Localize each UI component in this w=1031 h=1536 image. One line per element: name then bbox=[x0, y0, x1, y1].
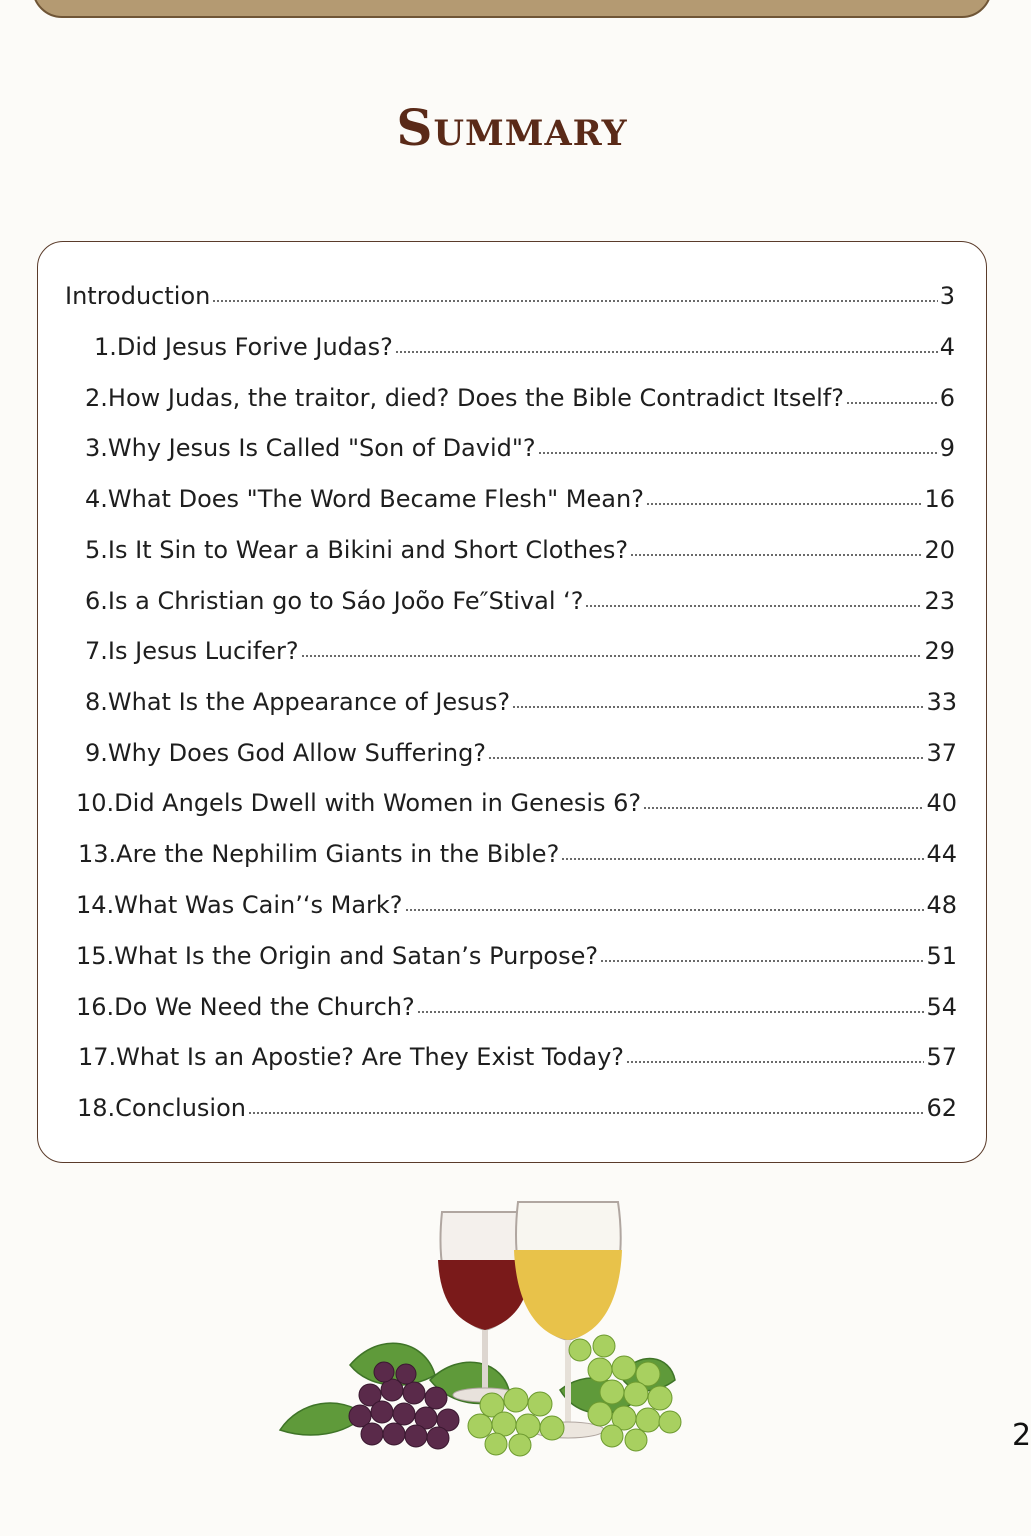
toc-entry[interactable] bbox=[78, 838, 957, 870]
toc-entry[interactable] bbox=[85, 534, 955, 566]
toc-entry-title: Is a Christian go to Sáo Joõo Fe″Stival ‘? bbox=[107, 587, 584, 615]
toc-entry-title: What Was Cain’‘s Mark? bbox=[114, 891, 403, 919]
toc-entry[interactable] bbox=[85, 635, 955, 667]
toc-entry-page: 57 bbox=[926, 1043, 957, 1071]
toc-entry[interactable] bbox=[85, 382, 955, 414]
dot-leader bbox=[538, 451, 938, 455]
toc-entry-number: 18. bbox=[77, 1094, 116, 1122]
toc-entry[interactable] bbox=[85, 737, 957, 769]
page-title: Summary bbox=[396, 98, 628, 157]
toc-entry-number: 4. bbox=[85, 485, 108, 513]
toc-entry[interactable] bbox=[85, 585, 955, 617]
dot-leader bbox=[512, 705, 924, 709]
wine-glasses-and-grapes-icon bbox=[260, 1190, 700, 1460]
toc-entry[interactable] bbox=[78, 1041, 957, 1073]
toc-entry-number: 5. bbox=[85, 536, 108, 564]
dot-leader bbox=[646, 502, 923, 506]
toc-entry-title: Did Angels Dwell with Women in Genesis 6? bbox=[114, 789, 642, 817]
table-of-contents bbox=[37, 241, 987, 1163]
toc-entry-title: Did Jesus Forive Judas? bbox=[116, 333, 393, 361]
toc-entry-page: 3 bbox=[939, 282, 955, 310]
toc-entry-number: 17. bbox=[78, 1043, 117, 1071]
toc-entry[interactable] bbox=[76, 889, 957, 921]
toc-entry-page: 44 bbox=[926, 840, 957, 868]
toc-entry-number: 6. bbox=[85, 587, 108, 615]
dot-leader bbox=[585, 604, 922, 608]
toc-entry-title: Do We Need the Church? bbox=[114, 993, 415, 1021]
dot-leader bbox=[212, 299, 937, 303]
dot-leader bbox=[417, 1010, 925, 1014]
toc-entry-title: Are the Nephilim Giants in the Bible? bbox=[116, 840, 560, 868]
toc-entry-page: 37 bbox=[926, 739, 957, 767]
toc-entry[interactable] bbox=[94, 331, 955, 363]
toc-entry-page: 48 bbox=[926, 891, 957, 919]
toc-entry-number: 13. bbox=[78, 840, 117, 868]
dot-leader bbox=[488, 756, 924, 760]
toc-entry-title: What Is the Origin and Satan’s Purpose? bbox=[114, 942, 599, 970]
toc-entry-title: Is It Sin to Wear a Bikini and Short Clothes? bbox=[107, 536, 629, 564]
toc-entry-page: 4 bbox=[939, 333, 955, 361]
toc-entry-number: 9. bbox=[85, 739, 108, 767]
toc-entry[interactable] bbox=[85, 686, 957, 718]
toc-entry-page: 23 bbox=[924, 587, 955, 615]
toc-entry-number: 15. bbox=[76, 942, 115, 970]
toc-entry-title: Why Does God Allow Suffering? bbox=[107, 739, 487, 767]
toc-entry[interactable] bbox=[76, 787, 957, 819]
toc-entry[interactable] bbox=[77, 1092, 957, 1124]
toc-entry-title: Is Jesus Lucifer? bbox=[107, 637, 299, 665]
dot-leader bbox=[846, 401, 938, 405]
dot-leader bbox=[405, 908, 925, 912]
dot-leader bbox=[395, 350, 938, 354]
toc-entry-number: 8. bbox=[85, 688, 108, 716]
toc-entry-number: 2. bbox=[85, 384, 108, 412]
toc-entry-page: 6 bbox=[939, 384, 955, 412]
toc-entry[interactable] bbox=[76, 991, 957, 1023]
toc-entry-introduction[interactable] bbox=[65, 280, 955, 312]
toc-entry-page: 40 bbox=[926, 789, 957, 817]
toc-entry-number: 1. bbox=[94, 333, 117, 361]
toc-entry-title: How Judas, the traitor, died? Does the Bible Contradict Itself? bbox=[107, 384, 844, 412]
toc-entry-title: What Is the Appearance of Jesus? bbox=[107, 688, 511, 716]
dot-leader bbox=[600, 959, 924, 963]
top-banner bbox=[32, 0, 992, 18]
toc-entry-title: Why Jesus Is Called "Son of David"? bbox=[107, 434, 536, 462]
dot-leader bbox=[301, 654, 923, 658]
toc-entry[interactable] bbox=[85, 483, 955, 515]
toc-entry-page: 51 bbox=[926, 942, 957, 970]
dot-leader bbox=[626, 1060, 924, 1064]
toc-entry-title: Conclusion bbox=[115, 1094, 246, 1122]
toc-entry-number: 14. bbox=[76, 891, 115, 919]
toc-entry-page: 62 bbox=[926, 1094, 957, 1122]
dot-leader bbox=[248, 1111, 924, 1115]
toc-entry-page: 33 bbox=[926, 688, 957, 716]
toc-entry[interactable] bbox=[85, 432, 955, 464]
toc-entry-number: 10. bbox=[76, 789, 115, 817]
toc-entry-page: 54 bbox=[926, 993, 957, 1021]
toc-entry-page: 29 bbox=[924, 637, 955, 665]
toc-entry-page: 16 bbox=[924, 485, 955, 513]
page-number: 2 bbox=[1012, 1418, 1031, 1453]
toc-entry-title: Introduction bbox=[65, 282, 211, 310]
toc-entry-number: 3. bbox=[85, 434, 108, 462]
toc-entry-number: 16. bbox=[76, 993, 115, 1021]
toc-entry-page: 20 bbox=[924, 536, 955, 564]
toc-entry-title: What Does "The Word Became Flesh" Mean? bbox=[107, 485, 644, 513]
dot-leader bbox=[630, 553, 922, 557]
toc-entry-title: What Is an Apostie? Are They Exist Today? bbox=[116, 1043, 625, 1071]
dot-leader bbox=[561, 857, 924, 861]
dot-leader bbox=[643, 806, 924, 810]
toc-entry-number: 7. bbox=[85, 637, 108, 665]
toc-entry[interactable] bbox=[76, 940, 957, 972]
toc-entry-page: 9 bbox=[939, 434, 955, 462]
